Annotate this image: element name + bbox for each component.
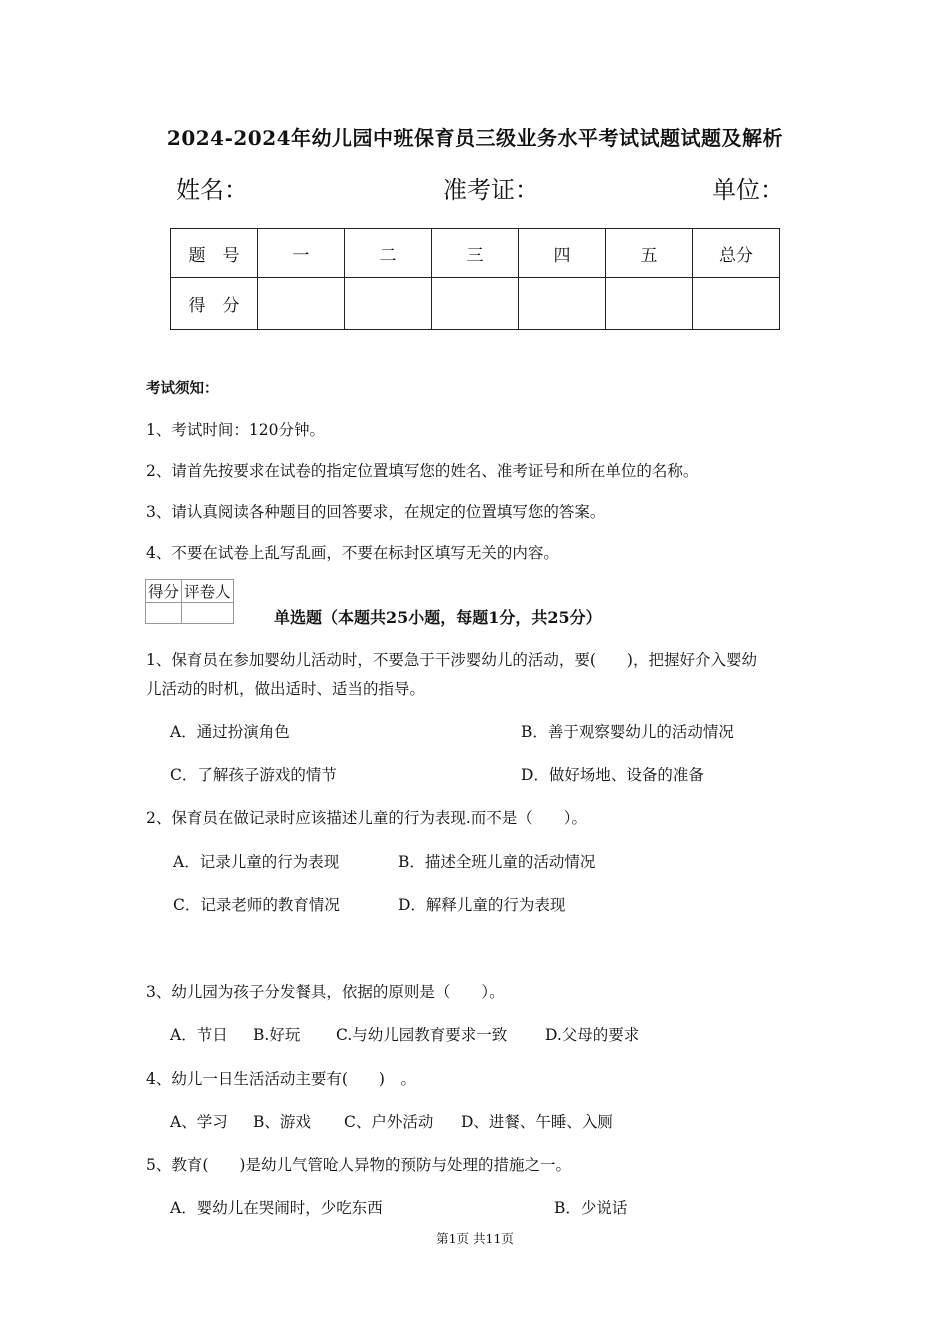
question-3-stem: 3、幼儿园为孩子分发餐具，依据的原则是（ ）。	[146, 983, 505, 1001]
notice-item: 2、请首先按要求在试卷的指定位置填写您的姓名、准考证号和所在单位的名称。	[146, 462, 699, 480]
score-table-row-label: 得 分	[171, 278, 258, 330]
grader-box	[145, 579, 234, 624]
score-table-header-cell: 题 号	[171, 229, 258, 278]
question-3-option-b: B.好玩	[253, 1026, 301, 1044]
score-table-score-row	[171, 278, 780, 330]
question-5-option-b: B．少说话	[554, 1199, 628, 1217]
question-1-option-c: C．了解孩子游戏的情节	[170, 766, 337, 784]
score-table-header-row	[171, 229, 780, 278]
score-table-header-cell: 二	[345, 229, 432, 278]
section-title: 单选题（本题共25小题，每题1分，共25分）	[274, 608, 602, 627]
exam-id-field-label: 准考证：	[443, 176, 539, 204]
question-2-option-c: C．记录老师的教育情况	[173, 896, 340, 914]
question-4-option-a: A、学习	[170, 1113, 228, 1131]
question-4-option-b: B、游戏	[253, 1113, 311, 1131]
question-5-option-a: A．婴幼儿在哭闹时，少吃东西	[170, 1199, 383, 1217]
notice-item: 3、请认真阅读各种题目的回答要求，在规定的位置填写您的答案。	[146, 503, 606, 521]
score-cell	[693, 278, 780, 330]
grader-reviewer-cell	[182, 603, 234, 624]
score-table	[170, 228, 780, 330]
question-3-option-c: C.与幼儿园教育要求一致	[336, 1026, 508, 1044]
question-4-stem: 4、幼儿一日生活活动主要有( ) 。	[146, 1070, 416, 1088]
score-table-header-cell: 一	[258, 229, 345, 278]
score-cell	[345, 278, 432, 330]
question-1-stem: 1、保育员在参加婴幼儿活动时，不要急于干涉婴幼儿的活动，要( )，把握好介入婴幼	[146, 651, 757, 669]
question-2-option-b: B．描述全班儿童的活动情况	[398, 853, 596, 871]
question-1-option-b: B．善于观察婴幼儿的活动情况	[521, 723, 734, 741]
grader-reviewer-label: 评卷人	[182, 580, 234, 603]
score-table-header-cell: 五	[606, 229, 693, 278]
score-cell	[432, 278, 519, 330]
notice-item: 1、考试时间：120分钟。	[146, 421, 325, 439]
grader-score-label: 得分	[146, 580, 182, 603]
question-2-option-a: A．记录儿童的行为表现	[173, 853, 340, 871]
page-footer: 第1页 共11页	[436, 1231, 514, 1246]
score-table-header-cell: 四	[519, 229, 606, 278]
score-cell	[519, 278, 606, 330]
question-4-option-d: D、进餐、午睡、入厕	[461, 1113, 613, 1131]
grader-score-cell	[146, 603, 182, 624]
question-2-stem: 2、保育员在做记录时应该描述儿童的行为表现.而不是（ ）。	[146, 809, 588, 827]
question-1-option-d: D．做好场地、设备的准备	[521, 766, 704, 784]
notice-heading: 考试须知：	[146, 380, 219, 397]
score-table-header-cell: 三	[432, 229, 519, 278]
unit-field-label: 单位：	[712, 176, 784, 204]
score-table-header-cell: 总分	[693, 229, 780, 278]
notice-item: 4、不要在试卷上乱写乱画，不要在标封区填写无关的内容。	[146, 544, 559, 562]
score-cell	[606, 278, 693, 330]
document-title: 2024-2024年幼儿园中班保育员三级业务水平考试试题试题及解析	[166, 126, 784, 150]
question-4-option-c: C、户外活动	[344, 1113, 434, 1131]
name-field-label: 姓名：	[176, 176, 248, 204]
question-5-stem: 5、教育( )是幼儿气管呛人异物的预防与处理的措施之一。	[146, 1156, 571, 1174]
score-cell	[258, 278, 345, 330]
question-2-option-d: D．解释儿童的行为表现	[398, 896, 566, 914]
question-3-option-d: D.父母的要求	[545, 1026, 640, 1044]
question-1-option-a: A．通过扮演角色	[170, 723, 290, 741]
question-1-stem-cont: 儿活动的时机，做出适时、适当的指导。	[146, 680, 426, 698]
question-3-option-a: A．节日	[170, 1026, 228, 1044]
